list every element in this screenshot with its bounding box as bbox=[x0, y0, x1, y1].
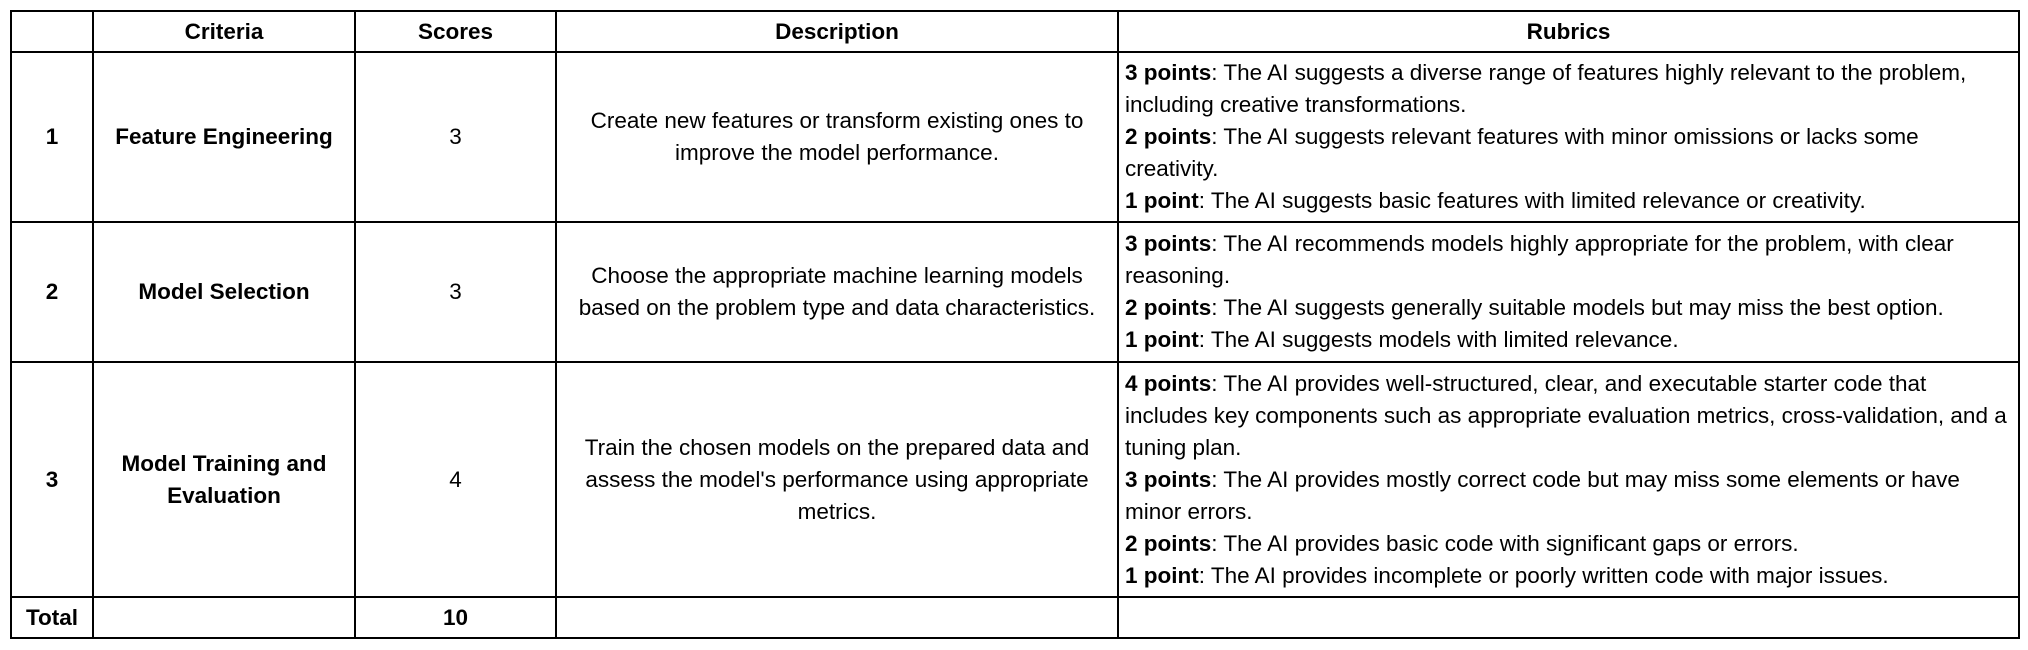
rubric-points: 3 points bbox=[1125, 466, 1212, 492]
rubric-text: : The AI suggests relevant features with minor omissions or lacks some creativity. bbox=[1125, 124, 1919, 181]
total-description-empty bbox=[556, 597, 1118, 638]
rubric-points: 1 point bbox=[1125, 327, 1199, 352]
rubric-text: : The AI provides mostly correct code but may miss some elements or have minor errors. bbox=[1125, 466, 1960, 524]
row-number: 2 bbox=[11, 222, 93, 362]
rubric-text: : The AI suggests basic features with limited relevance or creativity. bbox=[1198, 188, 1866, 213]
rubric-line bbox=[1125, 368, 2012, 464]
rubrics-cell bbox=[1118, 362, 2019, 597]
rubric-text: : The AI recommends models highly appropriate for the problem, with clear reasoning. bbox=[1125, 231, 1954, 288]
total-label: Total bbox=[11, 597, 93, 638]
rubric-points: 2 points bbox=[1125, 124, 1212, 149]
rubric-points: 2 points bbox=[1125, 530, 1212, 556]
rubric-line bbox=[1125, 528, 2012, 560]
description-cell: Create new features or transform existing ones to improve the model performance. bbox=[556, 52, 1118, 222]
table-row bbox=[11, 52, 2019, 222]
row-number: 1 bbox=[11, 52, 93, 222]
total-rubrics-empty bbox=[1118, 597, 2019, 638]
total-row bbox=[11, 597, 2019, 638]
rubric-table bbox=[10, 10, 2020, 639]
rubric-text: : The AI suggests models with limited relevance. bbox=[1198, 327, 1679, 352]
rubric-line bbox=[1125, 464, 2012, 528]
header-rubrics: Rubrics bbox=[1118, 11, 2019, 52]
rubric-line bbox=[1125, 324, 2012, 356]
score-cell: 3 bbox=[355, 222, 556, 362]
rubric-points: 4 points bbox=[1125, 370, 1212, 396]
rubric-line bbox=[1125, 121, 2012, 185]
table-row bbox=[11, 362, 2019, 597]
rubrics-cell bbox=[1118, 222, 2019, 362]
rubric-points: 2 points bbox=[1125, 295, 1212, 320]
description-cell: Train the chosen models on the prepared data and assess the model's performance using appropriate metrics. bbox=[556, 362, 1118, 597]
rubric-points: 1 point bbox=[1125, 188, 1199, 213]
total-criteria-empty bbox=[93, 597, 355, 638]
header-criteria: Criteria bbox=[93, 11, 355, 52]
total-score: 10 bbox=[355, 597, 556, 638]
rubric-points: 3 points bbox=[1125, 60, 1212, 85]
header-number bbox=[11, 11, 93, 52]
rubric-line bbox=[1125, 185, 2012, 217]
score-cell: 3 bbox=[355, 52, 556, 222]
rubric-text: : The AI provides incomplete or poorly written code with major issues. bbox=[1198, 562, 1889, 588]
rubric-points: 1 point bbox=[1125, 562, 1199, 588]
row-number: 3 bbox=[11, 362, 93, 597]
criteria-cell: Model Training and Evaluation bbox=[93, 362, 355, 597]
rubric-points: 3 points bbox=[1125, 231, 1212, 256]
rubrics-cell bbox=[1118, 52, 2019, 222]
table-row bbox=[11, 222, 2019, 362]
rubric-line bbox=[1125, 57, 2012, 121]
rubric-line bbox=[1125, 292, 2012, 324]
rubric-text: : The AI suggests a diverse range of features highly relevant to the problem, including creative transformations. bbox=[1125, 60, 1967, 117]
description-cell: Choose the appropriate machine learning models based on the problem type and data characteristics. bbox=[556, 222, 1118, 362]
header-row bbox=[11, 11, 2019, 52]
rubric-text: : The AI provides basic code with significant gaps or errors. bbox=[1211, 530, 1799, 556]
rubric-text: : The AI suggests generally suitable models but may miss the best option. bbox=[1211, 295, 1944, 320]
rubric-text: : The AI provides well-structured, clear, and executable starter code that includes key components such as appropriate evaluation metrics, cross-validation, and a tuning plan. bbox=[1125, 370, 2007, 460]
criteria-cell: Model Selection bbox=[93, 222, 355, 362]
rubric-line bbox=[1125, 228, 2012, 292]
rubric-sheet bbox=[10, 10, 2020, 639]
header-description: Description bbox=[556, 11, 1118, 52]
header-scores: Scores bbox=[355, 11, 556, 52]
criteria-cell: Feature Engineering bbox=[93, 52, 355, 222]
rubric-line bbox=[1125, 560, 2012, 592]
score-cell: 4 bbox=[355, 362, 556, 597]
